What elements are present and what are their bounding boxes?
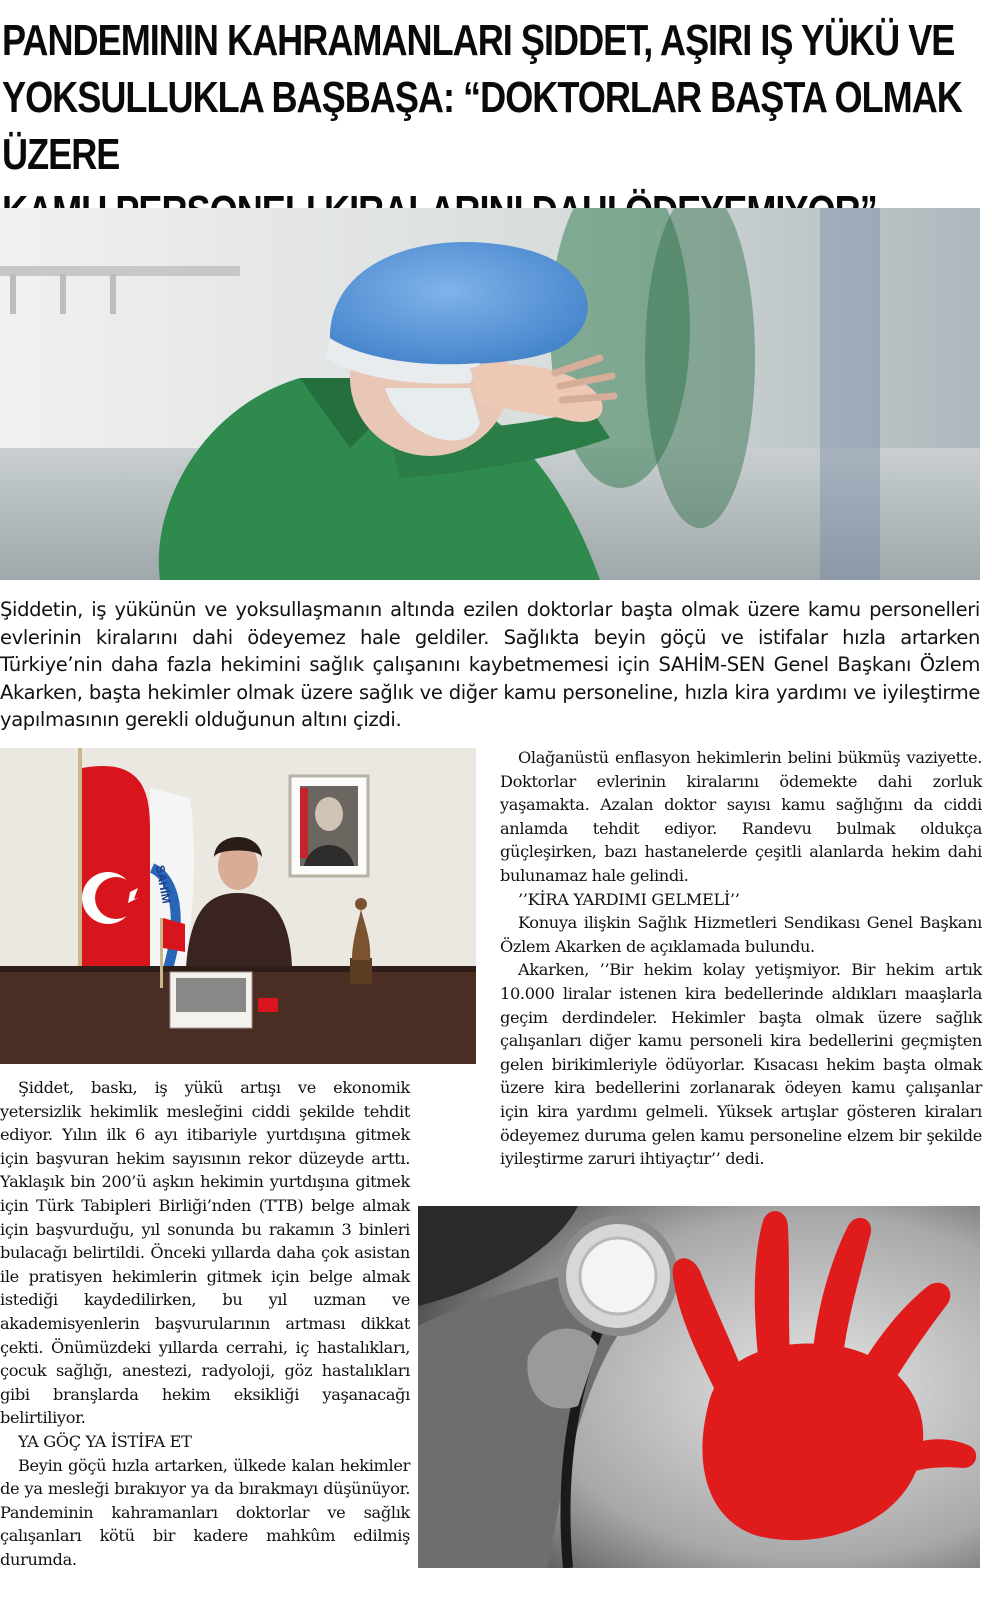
- right-paragraph-3: Akarken, ’’Bir hekim kolay yetişmiyor. Bir hekim artık 10.000 liralar istenen kira bedellerinde aldıkları maaşlarla geçim derdindeler. Hekimler başta olmak üzere sağlık çalışanları diğer kamu personeli kira bedellerini geçmişten gelen birikimleriyle ödüyorlar. Kısacası hekim başta olmak üzere kira bedellerini zorlanarak ödeyen kamu çalışanlar için kira yardımı gelmeli. Yüksek artışlar gösteren kiraları ödeyemez duruma gelen kamu personeline elzem bir şekilde iyileştirme zaruri ihtiyaçtır’’ dedi.: [500, 960, 982, 1169]
- headline-line-2: YOKSULLUKLA BAŞBAŞA: “DOKTORLAR BAŞTA OLMAK ÜZERE: [2, 73, 962, 179]
- left-paragraph-1: Şiddet, baskı, iş yükü artışı ve ekonomik yetersizlik hekimlik mesleğini ciddi şekilde tehdit ediyor. Yılın ilk 6 ayı itibariyle yurtdışına gitmek için başvuran hekim sayısının rekor düzeyde arttı. Yaklaşık bin 200’ü aşkın hekimin yurtdışına gitmek için Türk Tabipleri Birliği’nden (TTB) belge almak için başvurduğu, yıl sonunda bu rakamın 3 binleri bulacağı belirtildi. Önceki yıllarda daha çok asistan ile pratisyen hekimlerin gitmek için belge almak istediği kaydedilirken, bu yıl uzman ve akademisyenlerin başvurularının artması dikkat çekti. Önümüzdeki yıllarda cerrahi, iç hastalıkları, çocuk sağlığı, anestezi, radyoloji, göz hastalıkları gibi branşlarda hekim eksikliği yaşanacağı belirtiliyor.: [0, 1078, 410, 1428]
- left-subhead: YA GÖÇ YA İSTİFA ET: [18, 1431, 192, 1451]
- article-lede: Şiddetin, iş yükünün ve yoksullaşmanın altında ezilen doktorlar başta olmak üzere kamu personelleri evlerinin kiralarını dahi ödeyemez hale geldiler. Sağlıkta beyin göçü ve istifalar hızla artarken Türkiye’nin daha fazla hekimini sağlık çalışanını kaybetmemesi için SAHİM-SEN Genel Başkanı Özlem Akarken, başta hekimler olmak üzere sağlık ve diğer kamu personeline, hızla kira yardımı ve iyileştirme yapılmasının gerekli olduğunun altını çizdi.: [0, 598, 980, 731]
- right-subhead: ’’KİRA YARDIMI GELMELİ’’: [518, 889, 740, 909]
- crying-doctor-photo: [0, 208, 980, 580]
- headline-line-1: PANDEMININ KAHRAMANLARI ŞIDDET, AŞIRI IŞ YÜKÜ VE: [2, 16, 955, 65]
- banner-text: SAHİM: [153, 864, 174, 905]
- red-handprint-photo: [418, 1206, 980, 1568]
- crying-doctor-illustration: [0, 208, 980, 580]
- right-column: [500, 746, 982, 1171]
- left-column: [0, 1076, 410, 1571]
- right-paragraph-1: Olağanüstü enflasyon hekimlerin belini bükmüş vaziyette. Doktorlar evlerinin kiralarını ödemekte dahi zorluk yaşamakta. Azalan doktor sayısı kamu sağlığını da ciddi anlamda tehdit ediyor. Randevu bulmak oldukça güçleşirken, bazı hastanelerde çeşitli alanlarda hekim dahi bulunamaz hale gelindi.: [500, 748, 982, 885]
- handprint-illustration: [418, 1206, 980, 1568]
- right-paragraph-2: Konuya ilişkin Sağlık Hizmetleri Sendikası Genel Başkanı Özlem Akarken de açıklamada bulundu.: [500, 913, 982, 956]
- office-illustration: [0, 748, 476, 1064]
- left-paragraph-2: Beyin göçü hızla artarken, ülkede kalan hekimler de ya mesleği bırakıyor ya da bırakmayı düşünüyor. Pandeminin kahramanları doktorlar ve sağlık çalışanları kötü bir kadere mahkûm edilmiş durumda.: [0, 1455, 410, 1569]
- union-president-office-photo: [0, 748, 476, 1064]
- headline: [2, 12, 978, 240]
